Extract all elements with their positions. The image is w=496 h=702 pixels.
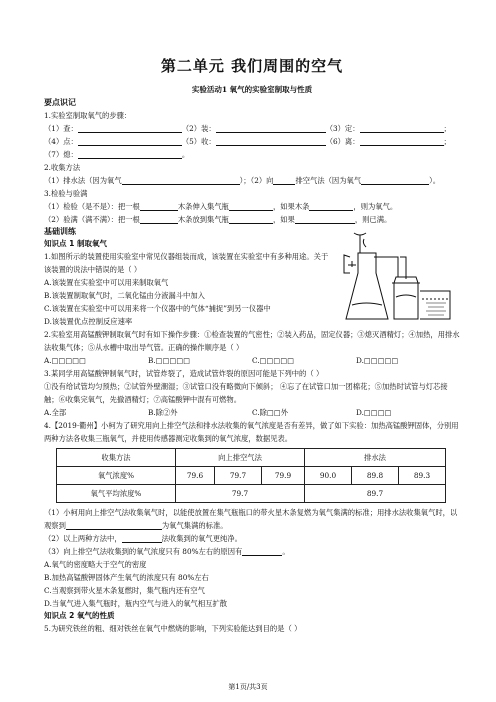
blank-step-extinguish[interactable] <box>78 149 182 159</box>
blank-q2-b[interactable] <box>273 175 295 185</box>
q2-text-b: ）；（2）向 <box>239 176 274 185</box>
blank-q3-1-b[interactable] <box>229 201 273 211</box>
table-cell: 89.7 <box>305 485 446 503</box>
q2-option-a[interactable]: A.□□□□□ <box>44 356 87 365</box>
step-collect: （5）收： <box>181 137 216 146</box>
question-1: 1.如图所示的装置使用实验室中常见仪器组装而成，该装置在实验室中有多种用途。关于该装置的说法中错误的是（ ） <box>44 252 329 274</box>
q2-option-d[interactable]: D.□□□□□ <box>356 356 399 365</box>
q3-option-c[interactable]: C.除□□外 <box>252 408 289 417</box>
blank-q2-a[interactable] <box>122 175 240 185</box>
q4-1-text-b: 为氧气集满的标准。 <box>161 521 228 530</box>
table-cell: 90.0 <box>305 467 352 485</box>
q1-option-d[interactable]: D.该装置优点控制反应速率 <box>44 317 133 326</box>
question-3-body: ①没有给试管均匀预热；②试管外壁潮湿；③试管口没有略微向下倾斜； ④忘了在试管口加一团棉花；⑤加热时试管与灯芯接触；⑥收集完氧气，先撤酒精灯；⑦高锰酸钾中混有可燃物。 <box>44 382 448 404</box>
q3-1-text-c: ，如果木条 <box>272 202 310 211</box>
question-5: 5.为研究铁丝的粗、细对铁丝在氧气中燃烧的影响，下列实验能达到目的是（ ） <box>44 624 302 633</box>
blank-q3-1-c[interactable] <box>309 201 353 211</box>
kp-q3-line-1 <box>44 200 460 213</box>
table-cell: 89.3 <box>399 467 446 485</box>
kp-q3-line-2 <box>44 213 460 226</box>
q3-2-text-c: ，如果 <box>272 215 295 224</box>
table-header-air: 向上排空气法 <box>176 449 305 467</box>
lab-apparatus-diagram <box>338 227 456 327</box>
step-load: （2）装： <box>181 124 216 133</box>
q2-options <box>44 354 460 367</box>
q2-option-b[interactable]: B.□□□□□ <box>148 356 191 365</box>
steps-row-1: （1）查： （2）装： （3）定： ； <box>44 124 451 133</box>
kp-q2-head: 2.收集方法 <box>44 163 81 172</box>
table-row-label: 氧气平均浓度% <box>57 485 176 503</box>
question-3: 3.某同学用高锰酸钾制氧气时，试管炸裂了，造成试管炸裂的原因可能是下列中的（ ） <box>44 369 324 378</box>
q4-option-d[interactable]: D.当氧气进入集气瓶时，瓶内空气与进入的氧气相互扩散 <box>44 599 228 608</box>
q3-1-text-a: （1）检验（是不是）：把一根 <box>44 202 140 211</box>
q4-1-text-a: （1）小柯用向上排空气法收集氧气时，以能使放置在集气瓶瓶口的带火星木条复燃为氧气集满的标准；用排水法收集氧气时，以观察到 <box>44 508 458 530</box>
steps-row-2: （4）点： （5）收： （6）离： ； <box>44 137 451 146</box>
table-header-method: 收集方法 <box>57 449 176 467</box>
q2-option-c[interactable]: C.□□□□□ <box>252 356 295 365</box>
knowledge-point-1: 知识点 1 制取氧气 <box>44 239 107 248</box>
blank-q4-2[interactable] <box>122 533 162 543</box>
blank-q3-2-c[interactable] <box>295 214 355 224</box>
q3-option-b[interactable]: B.除②外 <box>148 408 178 417</box>
q2-text-d: ）。 <box>429 176 441 185</box>
q1-option-a[interactable]: A.该装置在实验室中可以用来制取氧气 <box>44 278 169 287</box>
steps-row-3: （7）熄： 。 <box>44 150 190 159</box>
step-light: （4）点： <box>44 137 78 146</box>
blank-q3-1-a[interactable] <box>140 201 178 211</box>
table-row <box>57 485 446 503</box>
step-fix: （3）定： <box>325 124 360 133</box>
question-4-part-3 <box>44 545 460 558</box>
q1-option-c[interactable]: C.该装置在实验室中可以用来将一个仪器中的气体“捕捉”到另一仪器中 <box>44 304 271 313</box>
q4-option-b[interactable]: B.加热高锰酸钾固体产生氧气的浓度只有 80%左右 <box>44 573 209 582</box>
q1-option-b[interactable]: B.该装置制取氧气时，二氧化锰由分液漏斗中加入 <box>44 291 205 300</box>
table-cell: 89.8 <box>352 467 399 485</box>
blank-q4-3[interactable] <box>242 546 282 556</box>
page-subtitle: 实验活动1 氧气的实验室制取与性质 <box>191 85 313 94</box>
q4-2-text-b: 法收集到的氧气更纯净。 <box>161 534 242 543</box>
q3-options <box>44 406 460 419</box>
q4-option-a[interactable]: A.氧气的密度略大于空气的密度 <box>44 560 147 569</box>
page-title: 第二单元 我们周围的空气 <box>160 57 344 75</box>
table-cell: 79.6 <box>176 467 215 485</box>
q3-1-text-d: ，则为氧气。 <box>353 202 398 211</box>
q4-3-text-b: 。 <box>282 547 290 556</box>
q3-option-d[interactable]: D.□□□□ <box>356 408 392 417</box>
blank-step-remove[interactable] <box>360 136 444 146</box>
table-cell: 79.7 <box>176 485 305 503</box>
blank-q4-1[interactable] <box>66 520 162 530</box>
table-header-row <box>57 449 446 467</box>
question-2: 2.实验室用高锰酸钾制取氧气时有如下操作步骤：①检查装置的气密性；②装入药品，固定仪器；③熄灭酒精灯；④加热，用排水法收集气体；⑤从水槽中取出导气管。正确的操作顺序是（ ） <box>44 330 460 352</box>
blank-q2-c[interactable] <box>361 175 429 185</box>
kp-q2-line <box>44 174 460 187</box>
blank-q3-2-a[interactable] <box>140 214 178 224</box>
q2-text-c: 排空气法（因为氧气 <box>295 176 362 185</box>
table-cell: 79.7 <box>215 467 262 485</box>
blank-step-load[interactable] <box>216 123 326 133</box>
table-cell: 79.9 <box>262 467 305 485</box>
q3-2-text-b: 木条放到集气瓶 <box>177 215 229 224</box>
page-footer: 第1页/共3页 <box>228 683 268 691</box>
q2-text-a: （1）排水法（因为氧气 <box>44 176 122 185</box>
question-4-part-2 <box>44 532 460 545</box>
q4-option-c[interactable]: C.当观察到带火星木条复燃时，集气瓶内还有空气 <box>44 586 205 595</box>
table-row-label: 氧气浓度% <box>57 467 176 485</box>
step-extinguish: （7）熄： <box>44 150 78 159</box>
blank-q3-2-b[interactable] <box>229 214 273 224</box>
blank-step-check[interactable] <box>78 123 182 133</box>
question-4-part-1 <box>44 506 460 532</box>
blank-step-light[interactable] <box>78 136 182 146</box>
section-key-points: 要点识记 <box>44 98 76 107</box>
kp-q1-head: 1.实验室制取氧气的步骤： <box>44 111 132 120</box>
blank-step-collect[interactable] <box>216 136 326 146</box>
blank-step-fix[interactable] <box>360 123 444 133</box>
knowledge-point-2: 知识点 2 氧气的性质 <box>44 611 115 620</box>
q3-1-text-b: 木条伸入集气瓶 <box>177 202 229 211</box>
q4-3-text-a: （3）向上排空气法收集到的氧气浓度只有 80%左右的原因有 <box>44 547 243 556</box>
q4-2-text-a: （2）以上两种方法中， <box>44 534 122 543</box>
worksheet-page <box>44 55 460 635</box>
question-4: 4.【2019·衢州】小柯为了研究用向上排空气法和排水法收集的氧气浓度是否有差异，做了如下实验：加热高锰酸钾固体，分别用两种方法各收集三瓶氧气，并使用传感器测定收集到的氧气浓度，数据见表。 <box>44 421 459 443</box>
q3-option-a[interactable]: A.全部 <box>44 408 67 417</box>
step-check: （1）查： <box>44 124 78 133</box>
oxygen-concentration-table <box>56 448 446 503</box>
section-basic-training: 基础训练 <box>44 227 76 236</box>
table-header-water: 排水法 <box>305 449 446 467</box>
q3-2-text-d: ，则已满。 <box>354 215 392 224</box>
step-remove: （6）离： <box>325 137 360 146</box>
table-row <box>57 467 446 485</box>
kp-q3-head: 3.检验与验满 <box>44 189 88 198</box>
q3-2-text-a: （2）验满（满不满）：把一根 <box>44 215 140 224</box>
